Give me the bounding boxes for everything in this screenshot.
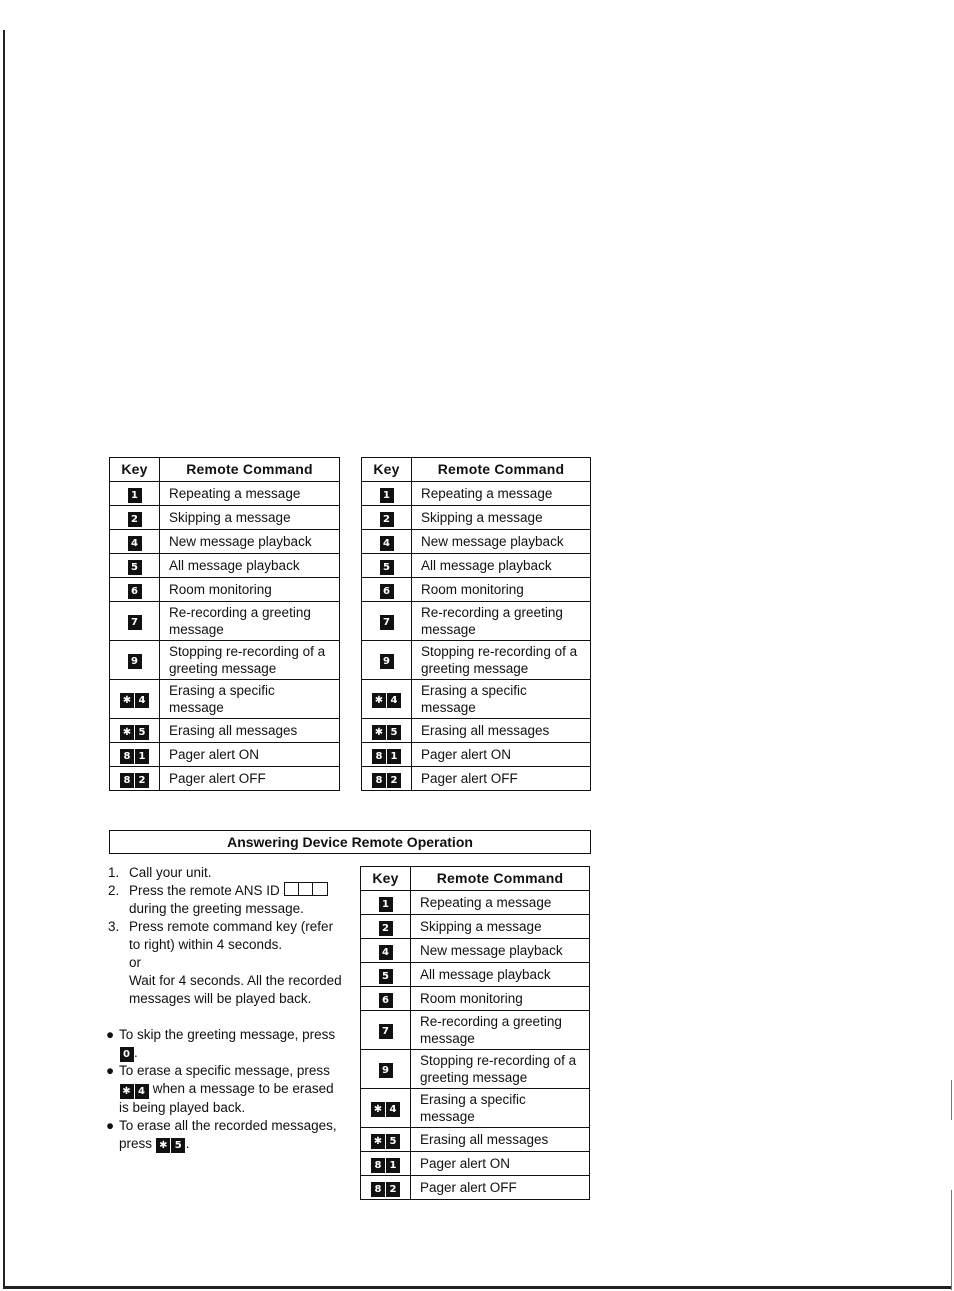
command-column-header: Remote Command xyxy=(160,458,340,482)
key-6-icon: 6 xyxy=(380,584,394,599)
table-row xyxy=(110,506,340,530)
command-key xyxy=(371,1179,401,1197)
command-cell: Pager alert ON xyxy=(160,743,340,767)
key-9-icon: 9 xyxy=(128,654,142,669)
command-cell: Room monitoring xyxy=(412,578,591,602)
key-7-icon: 7 xyxy=(379,1024,393,1039)
key-4-icon: 4 xyxy=(128,536,142,551)
page-right-edge xyxy=(951,1190,952,1290)
key-cell xyxy=(362,482,412,506)
command-cell: Skipping a message xyxy=(411,915,590,939)
command-key xyxy=(127,557,142,575)
key-4-icon: 4 xyxy=(380,536,394,551)
table-row xyxy=(110,554,340,578)
note-skip-greeting: ● To skip the greeting message, press 0 . xyxy=(106,1027,336,1061)
key-star-5-icon xyxy=(156,1135,186,1153)
command-cell: All message playback xyxy=(160,554,340,578)
command-key xyxy=(127,651,142,669)
key-2-icon: 2 xyxy=(128,512,142,527)
remote-command-table-2 xyxy=(361,457,591,791)
table-row xyxy=(362,578,591,602)
table-row xyxy=(362,767,591,791)
key-cell xyxy=(362,554,412,578)
key-cell xyxy=(361,1050,411,1089)
key-9-icon: 9 xyxy=(380,654,394,669)
key-2-icon: 2 xyxy=(135,773,149,788)
command-key xyxy=(378,942,393,960)
key-2-icon: 2 xyxy=(380,512,394,527)
table-row xyxy=(361,915,590,939)
key-5-icon: 5 xyxy=(380,560,394,575)
table-row xyxy=(362,641,591,680)
command-cell: New message playback xyxy=(411,939,590,963)
key-cell xyxy=(361,891,411,915)
command-cell: Pager alert OFF xyxy=(411,1176,590,1200)
table-row xyxy=(362,506,591,530)
key-4-icon: 4 xyxy=(386,1102,400,1117)
key-1-icon: 1 xyxy=(380,488,394,503)
table-row xyxy=(110,578,340,602)
command-cell: Pager alert ON xyxy=(411,1152,590,1176)
table-row xyxy=(361,1128,590,1152)
command-cell: Room monitoring xyxy=(160,578,340,602)
key-9-icon: 9 xyxy=(379,1063,393,1078)
note-erase-specific: ● To erase a specific message, press ✱ 4 when a message to be erased is being played back. xyxy=(106,1063,334,1115)
command-key xyxy=(378,1060,393,1078)
key-cell xyxy=(110,680,160,719)
command-cell: All message playback xyxy=(412,554,591,578)
key-cell xyxy=(110,641,160,680)
key-8-icon: 8 xyxy=(371,1182,385,1197)
key-star-icon: ✱ xyxy=(371,1134,385,1149)
command-cell: Stopping re-recording of a greeting message xyxy=(160,641,340,680)
command-key xyxy=(379,612,394,630)
table-row xyxy=(361,1089,590,1128)
key-2-icon: 2 xyxy=(386,1182,400,1197)
key-star-icon: ✱ xyxy=(372,725,386,740)
key-6-icon: 6 xyxy=(128,584,142,599)
command-cell: Skipping a message xyxy=(412,506,591,530)
key-7-icon: 7 xyxy=(128,615,142,630)
command-key xyxy=(372,770,402,788)
table-row xyxy=(362,530,591,554)
key-column-header: Key xyxy=(110,458,160,482)
key-8-icon: 8 xyxy=(372,749,386,764)
table-row xyxy=(361,891,590,915)
key-column-header: Key xyxy=(361,867,411,891)
key-1-icon: 1 xyxy=(386,1158,400,1173)
key-cell xyxy=(362,641,412,680)
key-cell xyxy=(361,1128,411,1152)
key-4-icon: 4 xyxy=(135,1084,149,1099)
key-cell xyxy=(110,506,160,530)
command-key xyxy=(127,612,142,630)
key-0-icon: 0 xyxy=(120,1047,134,1062)
command-key xyxy=(379,509,394,527)
command-key xyxy=(371,1131,401,1149)
key-cell xyxy=(362,602,412,641)
command-cell: New message playback xyxy=(160,530,340,554)
instructions xyxy=(106,864,346,1153)
key-4-icon: 4 xyxy=(387,693,401,708)
key-cell xyxy=(110,482,160,506)
command-cell: All message playback xyxy=(411,963,590,987)
key-2-icon: 2 xyxy=(387,773,401,788)
key-8-icon: 8 xyxy=(120,773,134,788)
step-3: 3. Press remote command key (refer to right) within 4 seconds. or Wait for 4 seconds. All the recorded messages will be played back. xyxy=(108,919,342,1006)
command-cell: Erasing a specific message xyxy=(412,680,591,719)
key-cell xyxy=(110,767,160,791)
command-key xyxy=(120,770,150,788)
key-star-icon: ✱ xyxy=(156,1138,170,1153)
key-star-icon: ✱ xyxy=(371,1102,385,1117)
key-cell xyxy=(361,939,411,963)
command-key xyxy=(372,722,402,740)
table-row xyxy=(110,482,340,506)
key-cell xyxy=(362,680,412,719)
table-row xyxy=(110,767,340,791)
table-row xyxy=(362,482,591,506)
command-key xyxy=(120,722,150,740)
command-key xyxy=(127,509,142,527)
key-4-icon: 4 xyxy=(135,693,149,708)
table-row xyxy=(110,641,340,680)
command-cell: Stopping re-recording of a greeting message xyxy=(412,641,591,680)
table-row xyxy=(361,1011,590,1050)
table-row xyxy=(110,602,340,641)
key-column-header: Key xyxy=(362,458,412,482)
key-cell xyxy=(362,719,412,743)
command-key xyxy=(379,485,394,503)
key-5-icon: 5 xyxy=(171,1138,185,1153)
command-key xyxy=(379,651,394,669)
table-row xyxy=(362,680,591,719)
table-row xyxy=(361,1152,590,1176)
key-cell xyxy=(110,602,160,641)
key-5-icon: 5 xyxy=(379,969,393,984)
table-row xyxy=(362,743,591,767)
key-cell xyxy=(362,530,412,554)
key-cell xyxy=(361,1089,411,1128)
key-5-icon: 5 xyxy=(387,725,401,740)
command-key xyxy=(378,966,393,984)
command-cell: Erasing all messages xyxy=(411,1128,590,1152)
command-cell: Erasing all messages xyxy=(160,719,340,743)
table-row xyxy=(110,530,340,554)
key-8-icon: 8 xyxy=(120,749,134,764)
command-cell: Re-recording a greeting message xyxy=(160,602,340,641)
key-star-icon: ✱ xyxy=(120,1084,134,1099)
key-cell xyxy=(361,987,411,1011)
table-row xyxy=(361,1050,590,1089)
key-cell xyxy=(362,578,412,602)
command-cell: Pager alert OFF xyxy=(412,767,591,791)
page-bottom-edge xyxy=(3,1286,951,1289)
table-row xyxy=(362,602,591,641)
command-key xyxy=(371,1155,401,1173)
key-4-icon: 4 xyxy=(379,945,393,960)
command-column-header: Remote Command xyxy=(412,458,591,482)
key-1-icon: 1 xyxy=(387,749,401,764)
key-2-icon: 2 xyxy=(379,921,393,936)
key-cell xyxy=(110,554,160,578)
key-5-icon: 5 xyxy=(128,560,142,575)
command-cell: Repeating a message xyxy=(412,482,591,506)
remote-command-table-1 xyxy=(109,457,340,791)
command-cell: Skipping a message xyxy=(160,506,340,530)
page-left-edge xyxy=(3,30,5,1288)
key-cell xyxy=(361,1176,411,1200)
table-row xyxy=(110,743,340,767)
key-0-icon xyxy=(119,1044,134,1062)
command-key xyxy=(127,533,142,551)
key-6-icon: 6 xyxy=(379,993,393,1008)
command-cell: Room monitoring xyxy=(411,987,590,1011)
key-cell xyxy=(361,1152,411,1176)
command-key xyxy=(379,557,394,575)
key-1-icon: 1 xyxy=(128,488,142,503)
command-key xyxy=(127,485,142,503)
command-key xyxy=(378,894,393,912)
command-cell: Re-recording a greeting message xyxy=(412,602,591,641)
key-8-icon: 8 xyxy=(371,1158,385,1173)
section-title: Answering Device Remote Operation xyxy=(109,830,591,854)
key-cell xyxy=(361,1011,411,1050)
command-cell: Erasing a specific message xyxy=(411,1089,590,1128)
command-key xyxy=(378,1021,393,1039)
command-key xyxy=(379,581,394,599)
command-cell: Pager alert ON xyxy=(412,743,591,767)
command-key xyxy=(127,581,142,599)
key-cell xyxy=(361,963,411,987)
key-cell xyxy=(362,743,412,767)
table-row xyxy=(110,719,340,743)
command-key xyxy=(371,1099,401,1117)
command-key xyxy=(120,746,150,764)
remote-command-table-3 xyxy=(360,866,590,1200)
command-cell: Stopping re-recording of a greeting message xyxy=(411,1050,590,1089)
command-cell: Repeating a message xyxy=(411,891,590,915)
key-star-icon: ✱ xyxy=(372,693,386,708)
command-cell: Pager alert OFF xyxy=(160,767,340,791)
command-key xyxy=(378,990,393,1008)
key-cell xyxy=(110,578,160,602)
key-star-icon: ✱ xyxy=(120,693,134,708)
key-star-icon: ✱ xyxy=(120,725,134,740)
command-cell: Erasing all messages xyxy=(412,719,591,743)
table-row xyxy=(362,719,591,743)
key-cell xyxy=(361,915,411,939)
key-5-icon: 5 xyxy=(135,725,149,740)
step-1: 1. Call your unit. xyxy=(108,865,212,880)
command-key xyxy=(379,533,394,551)
key-1-icon: 1 xyxy=(379,897,393,912)
table-row xyxy=(361,1176,590,1200)
table-row xyxy=(361,963,590,987)
step-2: 2. Press the remote ANS ID during the greeting message. xyxy=(106,882,346,918)
key-cell xyxy=(110,743,160,767)
command-cell: Re-recording a greeting message xyxy=(411,1011,590,1050)
table-row xyxy=(361,939,590,963)
key-cell xyxy=(110,530,160,554)
command-key xyxy=(372,690,402,708)
key-5-icon: 5 xyxy=(386,1134,400,1149)
table-row xyxy=(362,554,591,578)
key-star-4-icon xyxy=(119,1081,149,1099)
command-cell: Repeating a message xyxy=(160,482,340,506)
key-cell xyxy=(362,767,412,791)
command-key xyxy=(372,746,402,764)
table-row xyxy=(110,680,340,719)
key-cell xyxy=(110,719,160,743)
key-7-icon: 7 xyxy=(380,615,394,630)
table-row xyxy=(361,987,590,1011)
key-1-icon: 1 xyxy=(135,749,149,764)
page-right-edge-mark xyxy=(951,1080,952,1120)
note-erase-all: ● To erase all the recorded messages, press ✱ 5 . xyxy=(106,1117,337,1152)
command-cell: Erasing a specific message xyxy=(160,680,340,719)
command-cell: New message playback xyxy=(412,530,591,554)
command-key xyxy=(120,690,150,708)
key-cell xyxy=(362,506,412,530)
command-key xyxy=(378,918,393,936)
key-8-icon: 8 xyxy=(372,773,386,788)
ans-id-boxes xyxy=(284,882,328,896)
command-column-header: Remote Command xyxy=(411,867,590,891)
